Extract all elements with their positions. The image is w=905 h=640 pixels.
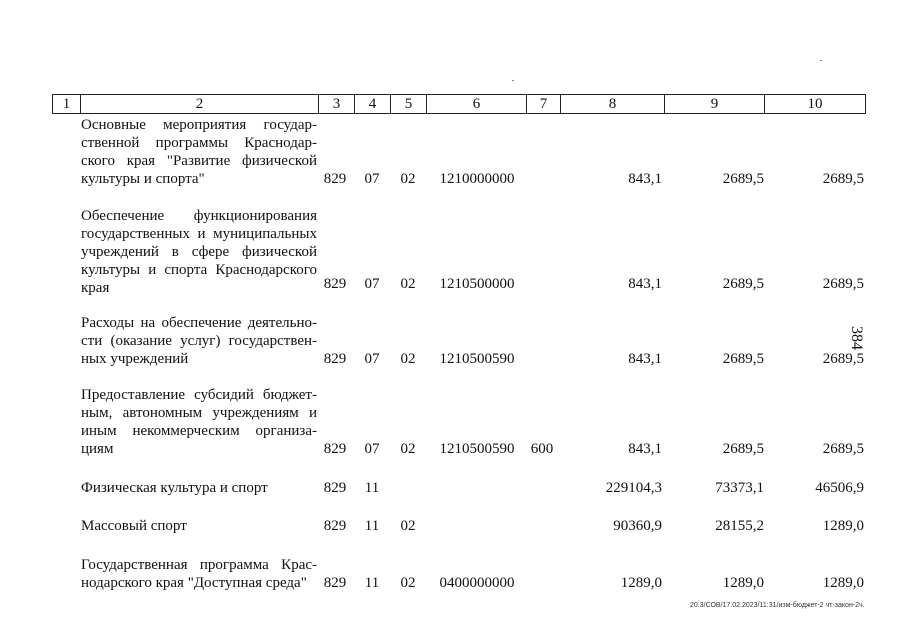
cell-ministry-code: 829 bbox=[323, 351, 347, 367]
row-name-line: иным некоммерческим организа- bbox=[81, 423, 317, 439]
cell-amount-9: 2689,5 bbox=[722, 171, 764, 187]
row-name-line: циям bbox=[81, 441, 114, 457]
cell-target-article: 1210000000 bbox=[439, 171, 515, 187]
cell-ministry-code: 829 bbox=[323, 575, 347, 591]
cell-amount-10: 2689,5 bbox=[822, 441, 864, 457]
row-name bbox=[81, 517, 317, 535]
row-name bbox=[81, 314, 317, 368]
cell-subsection: 02 bbox=[400, 575, 416, 591]
cell-amount-9: 1289,0 bbox=[722, 575, 764, 591]
row-name-line: Основные мероприятия государ- bbox=[81, 117, 317, 133]
row-name-line: края bbox=[81, 280, 110, 296]
cell-section: 07 bbox=[364, 276, 380, 292]
header-col-4: 4 bbox=[354, 94, 390, 114]
header-col-2: 2 bbox=[80, 94, 318, 114]
page-number: 384 bbox=[848, 326, 865, 350]
header-col-7: 7 bbox=[526, 94, 560, 114]
cell-subsection: 02 bbox=[400, 441, 416, 457]
cell-target-article: 1210500590 bbox=[439, 441, 515, 457]
cell-amount-9: 73373,1 bbox=[715, 480, 764, 496]
cell-ministry-code: 829 bbox=[323, 171, 347, 187]
cell-amount-8: 843,1 bbox=[628, 351, 662, 367]
cell-subsection: 02 bbox=[400, 351, 416, 367]
cell-amount-10: 2689,5 bbox=[822, 351, 864, 367]
cell-amount-8: 843,1 bbox=[628, 171, 662, 187]
cell-amount-8: 229104,3 bbox=[605, 480, 662, 496]
row-name bbox=[81, 556, 317, 592]
row-name-line: Расходы на обеспечение деятельно- bbox=[81, 315, 317, 331]
cell-subsection: 02 bbox=[400, 276, 416, 292]
cell-amount-9: 2689,5 bbox=[722, 441, 764, 457]
row-name-line: ных учреждений bbox=[81, 351, 189, 367]
row-name-line: Предоставление субсидий бюджет- bbox=[81, 387, 317, 403]
cell-amount-8: 1289,0 bbox=[620, 575, 662, 591]
row-name-line: Обеспечение функционирования bbox=[81, 208, 317, 224]
cell-section: 07 bbox=[364, 441, 380, 457]
row-name-line: ского края "Развитие физической bbox=[81, 153, 317, 169]
row-name bbox=[81, 479, 317, 497]
header-col-9: 9 bbox=[664, 94, 764, 114]
cell-ministry-code: 829 bbox=[323, 276, 347, 292]
row-name-line: культуры и спорта Краснодарского bbox=[81, 262, 317, 278]
cell-subsection: 02 bbox=[400, 171, 416, 187]
row-name-line: Физическая культура и спорт bbox=[81, 480, 268, 496]
scan-speck bbox=[820, 60, 822, 61]
row-name-line: Массовый спорт bbox=[81, 518, 187, 534]
cell-amount-10: 1289,0 bbox=[822, 518, 864, 534]
cell-amount-8: 90360,9 bbox=[613, 518, 662, 534]
cell-target-article: 1210500000 bbox=[439, 276, 515, 292]
cell-amount-10: 1289,0 bbox=[822, 575, 864, 591]
row-name bbox=[81, 386, 317, 458]
header-col-8: 8 bbox=[560, 94, 664, 114]
cell-ministry-code: 829 bbox=[323, 518, 347, 534]
row-name bbox=[81, 207, 317, 297]
cell-section: 11 bbox=[364, 480, 380, 496]
header-col-10: 10 bbox=[764, 94, 866, 114]
row-name-line: Государственная программа Крас- bbox=[81, 557, 317, 573]
cell-amount-10: 2689,5 bbox=[822, 276, 864, 292]
document-footer: 20.3/СОВ/17.02.2023/11:31/изм-бюджет-2 чт-закон-2ч. bbox=[690, 602, 865, 609]
row-name-line: сти (оказание услуг) государствен- bbox=[81, 333, 317, 349]
cell-amount-10: 2689,5 bbox=[822, 171, 864, 187]
row-name-line: государственных и муниципальных bbox=[81, 226, 317, 242]
row-name-line: учреждений в сфере физической bbox=[81, 244, 317, 260]
row-name-line: ным, автономным учреждениям и bbox=[81, 405, 317, 421]
cell-amount-8: 843,1 bbox=[628, 441, 662, 457]
header-col-3: 3 bbox=[318, 94, 354, 114]
cell-expense-type: 600 bbox=[530, 441, 554, 457]
row-name-line: ственной программы Краснодар- bbox=[81, 135, 317, 151]
header-col-5: 5 bbox=[390, 94, 426, 114]
row-name bbox=[81, 116, 317, 188]
cell-amount-9: 2689,5 bbox=[722, 276, 764, 292]
cell-ministry-code: 829 bbox=[323, 441, 347, 457]
header-col-6: 6 bbox=[426, 94, 526, 114]
cell-amount-10: 46506,9 bbox=[815, 480, 864, 496]
cell-section: 07 bbox=[364, 351, 380, 367]
header-col-1: 1 bbox=[52, 94, 80, 114]
scan-speck bbox=[512, 80, 514, 81]
cell-section: 11 bbox=[364, 575, 380, 591]
cell-amount-9: 2689,5 bbox=[722, 351, 764, 367]
cell-section: 11 bbox=[364, 518, 380, 534]
cell-target-article: 1210500590 bbox=[439, 351, 515, 367]
cell-amount-8: 843,1 bbox=[628, 276, 662, 292]
row-name-line: нодарского края "Доступная среда" bbox=[81, 575, 307, 591]
cell-subsection: 02 bbox=[400, 518, 416, 534]
cell-ministry-code: 829 bbox=[323, 480, 347, 496]
cell-target-article: 0400000000 bbox=[439, 575, 515, 591]
cell-amount-9: 28155,2 bbox=[715, 518, 764, 534]
row-name-line: культуры и спорта" bbox=[81, 171, 205, 187]
cell-section: 07 bbox=[364, 171, 380, 187]
